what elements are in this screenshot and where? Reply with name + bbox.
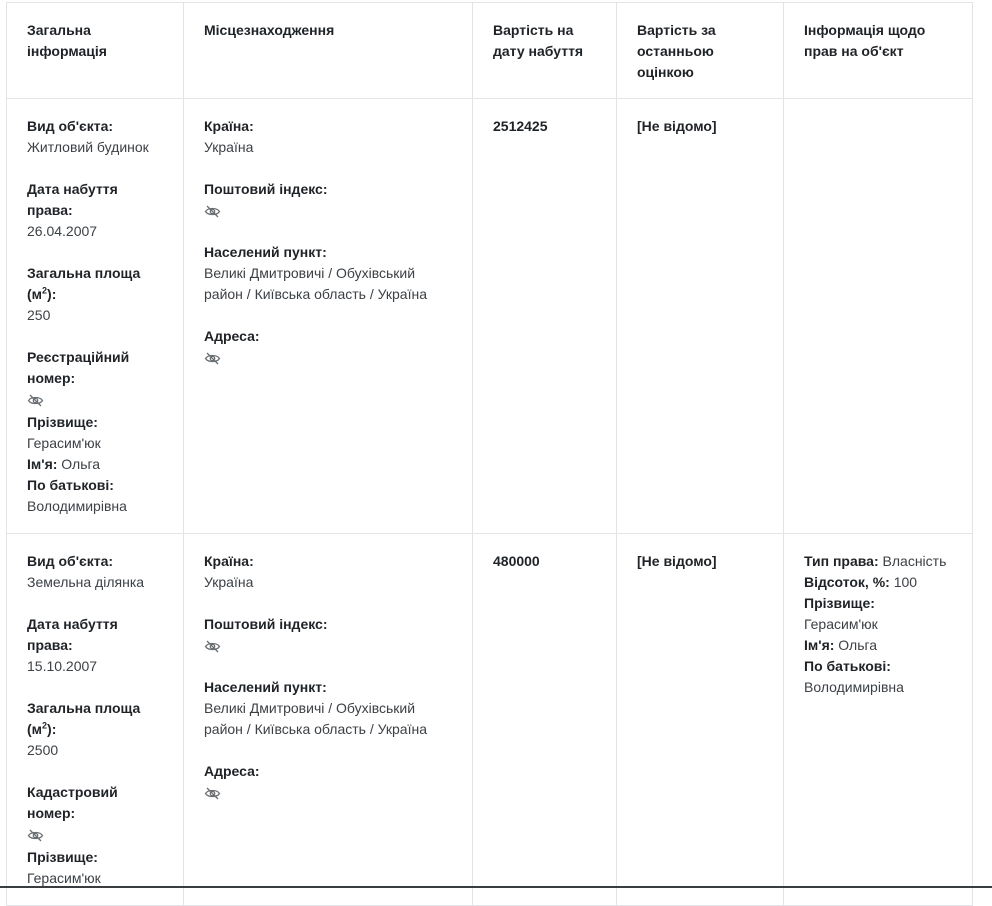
eye-slash-icon [204,350,221,367]
viewport-bottom-border [0,886,992,888]
address-label: Адреса: [204,763,260,779]
settlement-label: Населений пункт: [204,679,327,695]
patronymic-label: По батькові: [27,477,114,493]
cost-last-value: [Не відомо] [637,118,717,134]
eye-slash-icon [204,638,221,655]
location-cell [184,534,473,906]
header-cost-last: Вартість за останньою оцінкою [617,3,784,99]
header-cost-acquisition: Вартість на дату набуття [473,3,617,99]
object-type-value: Житловий будинок [27,139,149,155]
property-table [6,2,973,906]
name-label: Ім'я: [804,637,835,653]
surname-value: Герасим'юк [804,616,878,632]
patronymic-value: Володимирівна [27,498,127,514]
area-label: Загальна площа $(м^2)$: [27,700,141,737]
area-label: Загальна площа $(м^2)$: [27,265,141,302]
surname-label: Прізвище: [27,414,98,430]
header-location: Місцезнаходження [184,3,473,99]
share-label: Відсоток, %: [804,574,890,590]
settlement-value: Великі Дмитровичі / Обухівський район / Київська область / Україна [204,700,428,737]
name-value: Ольга [61,456,101,472]
location-cell [184,99,473,534]
acquired-date-value: 26.04.2007 [27,223,98,239]
cost-last-cell [617,534,784,906]
name-value: Ольга [838,637,878,653]
acquired-date-label: Дата набуття права: [27,616,118,653]
surname-label: Прізвище: [27,849,98,865]
patronymic-value: Володимирівна [804,679,904,695]
object-type-label: Вид об'єкта: [27,553,114,569]
rights-cell [784,99,973,534]
cost-acquisition-value: 480000 [493,553,540,569]
table-row [7,99,973,534]
postcode-label: Поштовий індекс: [204,616,328,632]
header-general: Загальна інформація [7,3,184,99]
right-type-label: Тип права: [804,553,879,569]
cost-acquisition-cell [473,99,617,534]
area-value: 250 [27,307,51,323]
surname-label: Прізвище: [804,595,875,611]
share-value: 100 [893,574,918,590]
acquired-date-value: 15.10.2007 [27,658,98,674]
eye-slash-icon [27,827,44,844]
cost-last-value: [Не відомо] [637,553,717,569]
patronymic-label: По батькові: [804,658,891,674]
postcode-label: Поштовий індекс: [204,181,328,197]
country-label: Країна: [204,118,254,134]
area-value: 2500 [27,742,59,758]
object-type-label: Вид об'єкта: [27,118,114,134]
eye-slash-icon [204,203,221,220]
cost-acquisition-cell [473,534,617,906]
settlement-value: Великі Дмитровичі / Обухівський район / Київська область / Україна [204,265,428,302]
surname-value: Герасим'юк [27,870,101,886]
reg-number-label: Реєстраційний номер: [27,349,130,386]
eye-slash-icon [27,392,44,409]
rights-cell [784,534,973,906]
address-label: Адреса: [204,328,260,344]
country-value: Україна [204,139,254,155]
cadastre-number-label: Кадастровий номер: [27,784,118,821]
eye-slash-icon [204,785,221,802]
cost-last-cell [617,99,784,534]
table-header-row [7,3,973,99]
cost-acquisition-value: 2512425 [493,118,548,134]
acquired-date-label: Дата набуття права: [27,181,118,218]
object-type-value: Земельна ділянка [27,574,145,590]
right-type-value: Власність [882,553,947,569]
general-info-cell [7,99,184,534]
country-label: Країна: [204,553,254,569]
surname-value: Герасим'юк [27,435,101,451]
name-label: Ім'я: [27,456,58,472]
settlement-label: Населений пункт: [204,244,327,260]
table-row [7,534,973,906]
header-rights: Інформація щодо прав на об'єкт [784,3,973,99]
general-info-cell [7,534,184,906]
country-value: Україна [204,574,254,590]
